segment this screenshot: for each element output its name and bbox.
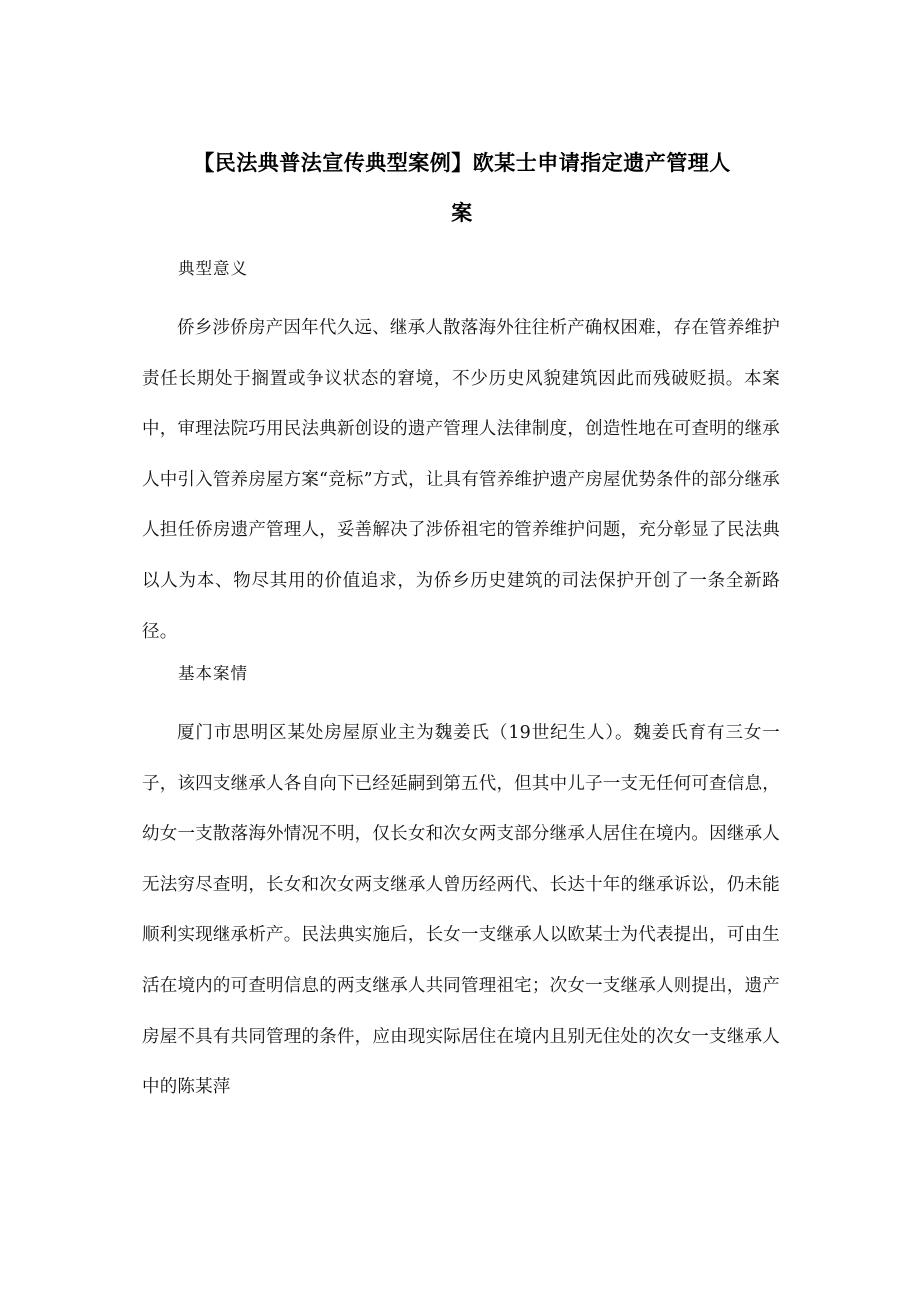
title-line-1: 【民法典普法宣传典型案例】欧某士申请指定遗产管理人 [193, 151, 731, 175]
paragraph-case-facts: 厦门市思明区某处房屋原业主为魏姜氏（19世纪生人）。魏姜氏育有三女一子，该四支继承人各自向下已经延嗣到第五代，但其中儿子一支无任何可查信息，幼女一支散落海外情况不明，仅长女和次女两支部分继承人居住在境内。因继承人无法穷尽查明，长女和次女两支继承人曾历经两代、长达十年的继承诉讼，仍未能顺利实现继承析产。民法典实施后，长女一支继承人以欧某士为代表提出，可由生活在境内的可查明信息的两支继承人共同管理祖宅；次女一支继承人则提出，遗产房屋不具有共同管理的条件，应由现实际居住在境内且别无住处的次女一支继承人中的陈某萍 [142, 723, 780, 1098]
paragraph-significance: 侨乡涉侨房产因年代久远、继承人散落海外往往析产确权困难，存在管养维护责任长期处于搁置或争议状态的窘境，不少历史风貌建筑因此而残破贬损。本案中，审理法院巧用民法典新创设的遗产管理人法律制度，创造性地在可查明的继承人中引入管养房屋方案“竞标”方式，让具有管养维护遗产房屋优势条件的部分继承人担任侨房遗产管理人，妥善解决了涉侨祖宅的管养维护问题，充分彰显了民法典以人为本、物尽其用的价值追求，为侨乡历史建筑的司法保护开创了一条全新路径。 [142, 318, 780, 642]
section-heading-significance: 典型意义 [178, 259, 248, 278]
title-line-2: 案 [451, 201, 473, 225]
document-title [142, 138, 782, 238]
section-heading-case-facts: 基本案情 [178, 664, 248, 683]
